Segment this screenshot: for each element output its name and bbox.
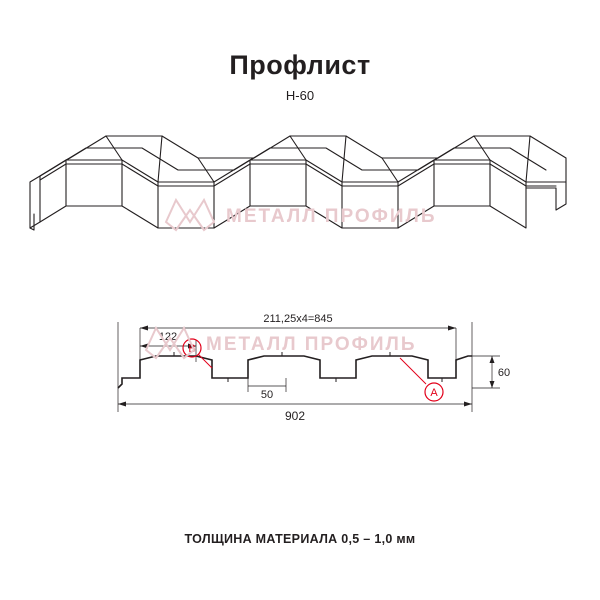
dim-rib-bottom: 50 xyxy=(260,389,274,401)
callout-a-label: A xyxy=(430,387,438,399)
page-subtitle: Н-60 xyxy=(285,88,315,103)
dim-overall-width: 902 xyxy=(284,409,306,423)
dim-height: 60 xyxy=(497,367,511,379)
callout-b-leader xyxy=(198,354,212,368)
page-title: Профлист xyxy=(229,50,371,80)
svg-text:МЕТАЛЛ ПРОФИЛЬ: МЕТАЛЛ ПРОФИЛЬ xyxy=(206,334,417,355)
section-drawing xyxy=(100,300,520,430)
dim-module-width: 211,25х4=845 xyxy=(263,313,333,325)
isometric-drawing xyxy=(10,118,590,268)
callout-a-leader xyxy=(400,358,426,384)
svg-text:МЕТАЛЛ ПРОФИЛЬ: МЕТАЛЛ ПРОФИЛЬ xyxy=(226,206,437,227)
callout-b-label: B xyxy=(188,343,196,355)
dim-flange-top: 122 xyxy=(158,331,178,343)
material-thickness-note: ТОЛЩИНА МАТЕРИАЛА 0,5 – 1,0 мм xyxy=(184,532,416,546)
